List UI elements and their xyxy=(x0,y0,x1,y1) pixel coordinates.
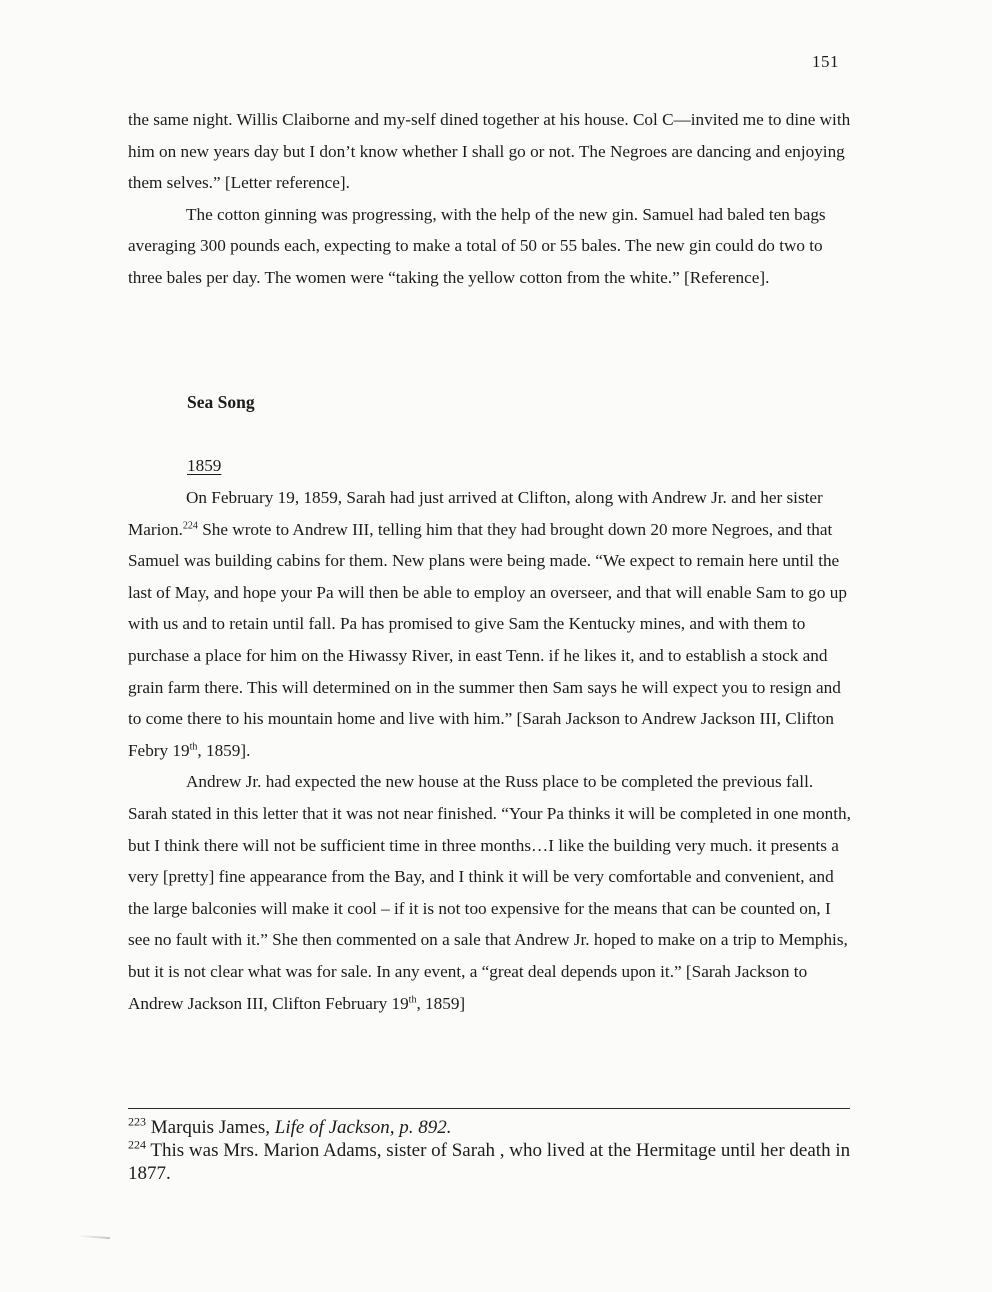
footnote-divider xyxy=(128,1108,850,1109)
paragraph-3 xyxy=(128,482,852,766)
page-number: 151 xyxy=(812,52,839,71)
paragraph-1: the same night. Willis Claiborne and my-self dined together at his house. Col C—invited me to dine with him on new years day but I don’t know whether I shall go or not. The Negroes are dancing and enjoying them selves.” [Letter reference]. xyxy=(128,110,851,193)
paragraph-3-part-b: She wrote to Andrew III, telling him that they had brought down 20 more Negroes, and that Samuel was building cabins for them. New plans were being made. “We expect to remain here until the last of May, and hope your Pa will then be able to employ an overseer, and that will enable Sam to go up with us and to retain until fall. Pa has promised to give Sam the Kentucky mines, and with them to purchase a place for him on the Hiwassy River, in east Tenn. if he likes it, and to establish a stock and grain farm there. This will determined on in the summer then Sam says he will expect you to resign and to come there to his mountain home and live with him.” [Sarah Jackson to Andrew Jackson III, Clifton Febry 19 xyxy=(128,519,847,760)
section-heading: Sea Song xyxy=(187,392,255,412)
paragraph-3-part-c: , 1859]. xyxy=(197,740,251,760)
paragraph-4 xyxy=(128,766,852,1019)
footnote-ref-224: 224 xyxy=(182,519,198,531)
paragraph-4-part-b: , 1859] xyxy=(416,993,466,1013)
footnote-number: 224 xyxy=(128,1137,146,1152)
paragraph-3-part-a: On February 19, 1859, Sarah had just arrived at Clifton, along with Andrew Jr. and her sister Marion. xyxy=(128,488,823,539)
footnote-223 xyxy=(128,1116,852,1139)
ordinal-suffix: th xyxy=(189,741,198,753)
year-subheading: 1859 xyxy=(187,456,222,475)
footnote-224 xyxy=(128,1139,852,1185)
text-block-bottom xyxy=(128,482,852,1019)
footnote-223-title: Life of Jackson, p. 892. xyxy=(274,1117,452,1138)
text-block-top xyxy=(128,104,852,294)
paragraph-4-part-a: Andrew Jr. had expected the new house at the Russ place to be completed the previous fall. Sarah stated in this letter that it was not near finished. “Your Pa thinks it will be completed in one month, but I think there will not be sufficient time in three months…I like the building very much. it presents a very [pretty] fine appearance from the Bay, and I think it will be very comfortable and convenient, and the large balconies will make it cool – if it is not too expensive for the means that can be counted on, I see no fault with it.” She then commented on a sale that Andrew Jr. hoped to make on a trip to Memphis, but it is not clear what was for sale. In any event, a “great deal depends upon it.” [Sarah Jackson to Andrew Jackson III, Clifton February 19 xyxy=(128,772,851,1013)
scan-artifact-mark xyxy=(78,1235,110,1239)
paragraph-2: The cotton ginning was progressing, with the help of the new gin. Samuel had baled ten bags averaging 300 pounds each, expecting to make a total of 50 or 55 bales. The new gin could do two to three bales per day. The women were “taking the yellow cotton from the white.” [Reference]. xyxy=(128,204,826,287)
footnote-224-text: This was Mrs. Marion Adams, sister of Sarah , who lived at the Hermitage until her death in 1877. xyxy=(128,1140,851,1184)
footnote-223-text: Marquis James, xyxy=(146,1117,275,1138)
ordinal-suffix: th xyxy=(408,993,417,1005)
footnote-number: 223 xyxy=(128,1114,146,1129)
footnotes xyxy=(128,1116,852,1185)
